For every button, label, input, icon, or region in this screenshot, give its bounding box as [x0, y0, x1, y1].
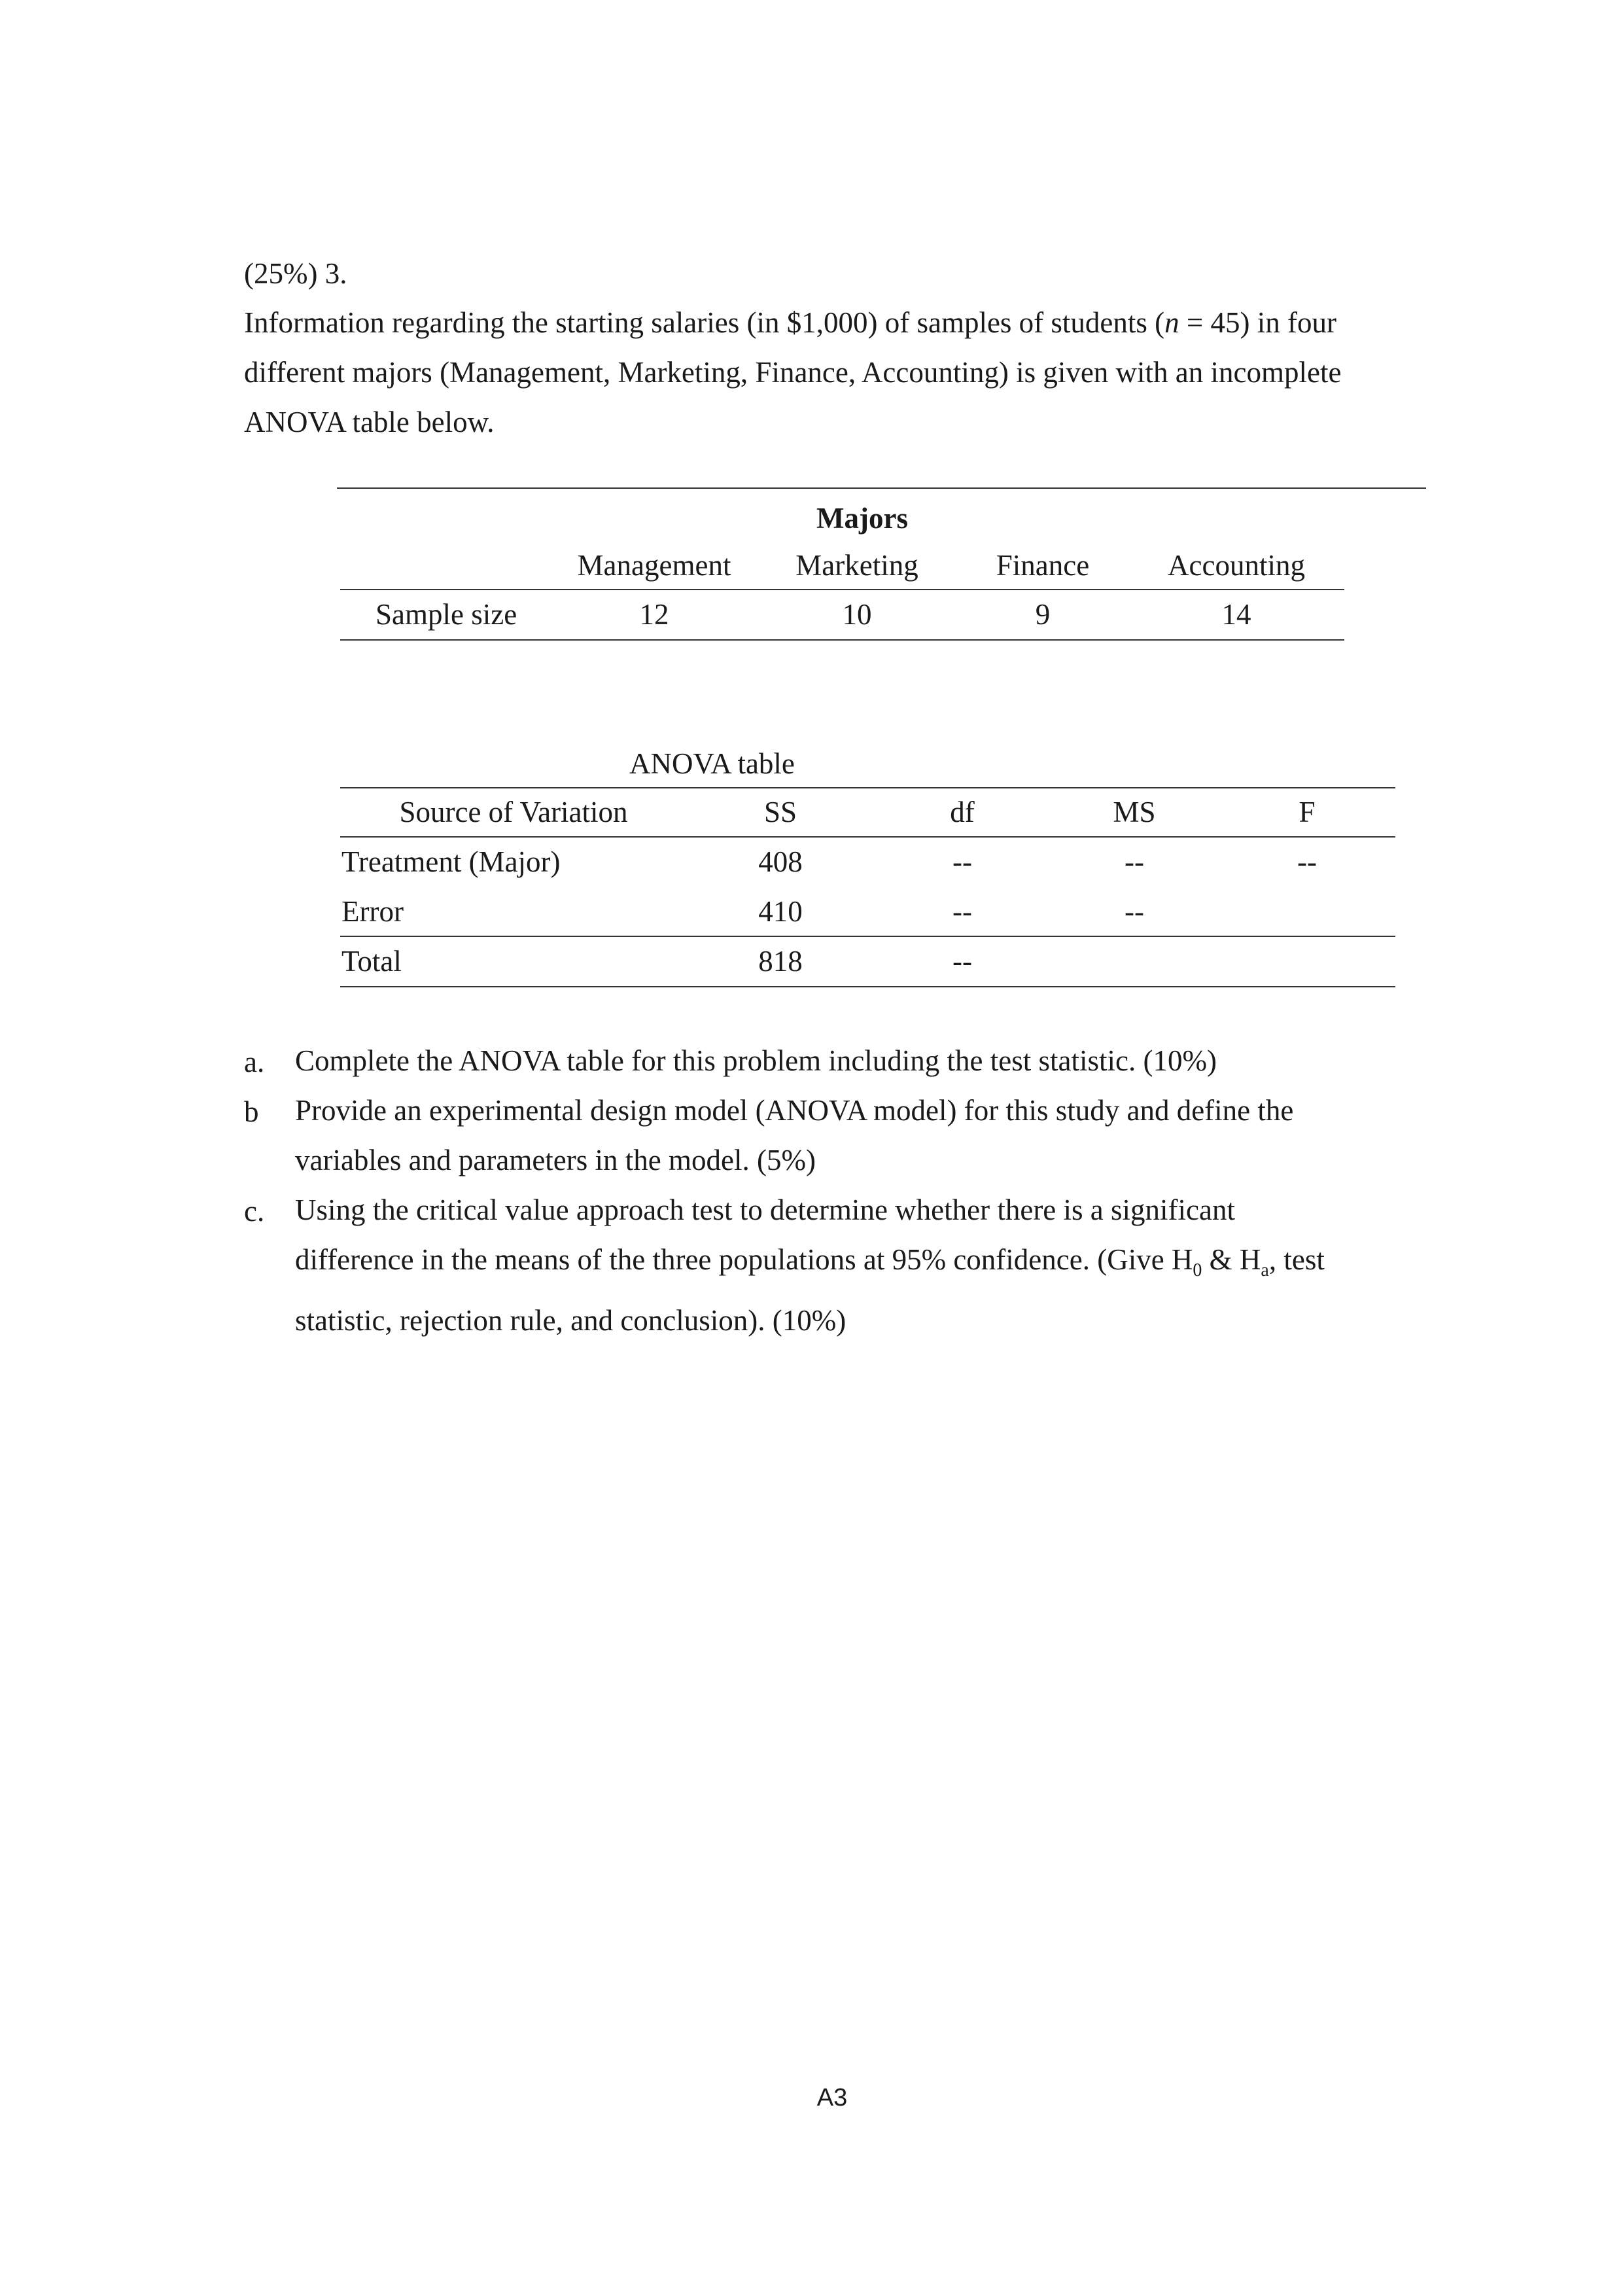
majors-bottom-rule: [340, 639, 1344, 641]
sample-size-finance: 9: [1035, 598, 1051, 631]
header-ms: MS: [1113, 796, 1156, 828]
sample-size-accounting: 14: [1221, 598, 1251, 631]
anova-top-rule: [340, 787, 1395, 788]
part-a-text: Complete the ANOVA table for this problem including the test statistic. (10%): [295, 1044, 1217, 1077]
intro-line-1: [244, 298, 1336, 347]
row-total-df: --: [952, 945, 972, 978]
row-error-source: Error: [341, 895, 404, 928]
row-treatment-f: --: [1297, 845, 1317, 878]
row-treatment-source: Treatment (Major): [341, 845, 561, 878]
row-error-ss: 410: [758, 895, 803, 928]
anova-bottom-rule: [340, 986, 1395, 987]
question-number: (25%) 3.: [244, 257, 347, 290]
col-management: Management: [577, 549, 731, 582]
n-symbol: n: [1164, 306, 1179, 339]
intro-line-2: different majors (Management, Marketing, Finance, Accounting) is given with an incomplete: [244, 356, 1342, 389]
page-label: A3: [816, 2084, 848, 2111]
intro-text-a: Information regarding the starting salaries (in $1,000) of samples of students (: [244, 306, 1165, 339]
header-source: Source of Variation: [399, 796, 628, 828]
row-error-ms: --: [1125, 895, 1144, 928]
part-a-letter: a.: [244, 1046, 265, 1078]
intro-text-b: = 45) in four: [1179, 306, 1336, 339]
row-total-source: Total: [341, 945, 402, 978]
row-total-ss: 818: [758, 945, 803, 978]
row-treatment-ss: 408: [758, 845, 803, 878]
part-c-letter: c.: [244, 1195, 265, 1227]
header-df: df: [950, 796, 975, 828]
h0-subscript: 0: [1193, 1260, 1202, 1280]
row-treatment-ms: --: [1125, 845, 1144, 878]
anova-total-rule: [340, 936, 1395, 937]
row-treatment-df: --: [952, 845, 972, 878]
part-c-text: [295, 1185, 1355, 1345]
sample-size-marketing: 10: [842, 598, 872, 631]
majors-group-header: Majors: [816, 502, 908, 535]
anova-title: ANOVA table: [629, 747, 795, 780]
sample-size-management: 12: [639, 598, 669, 631]
ha-subscript: a: [1261, 1260, 1269, 1280]
part-c-text-b: & H: [1202, 1243, 1261, 1276]
col-marketing: Marketing: [795, 549, 918, 582]
intro-line-3: ANOVA table below.: [244, 406, 495, 438]
part-b-text: Provide an experimental design model (ANOVA model) for this study and define the variables and parameters in the model. (5%): [295, 1094, 1294, 1176]
majors-mid-rule: [340, 589, 1344, 590]
part-c-text-c: , test statistic, rejection rule, and conclusion). (10%): [295, 1243, 1325, 1337]
col-finance: Finance: [996, 549, 1090, 582]
sample-size-label: Sample size: [375, 598, 517, 631]
anova-header-rule: [340, 836, 1395, 838]
part-c-text-a: Using the critical value approach test to determine whether there is a significant difference in the means of the three populations at 95% confidence. (Give H: [295, 1193, 1235, 1276]
part-b-letter: b: [244, 1095, 259, 1128]
header-ss: SS: [763, 796, 797, 828]
row-error-df: --: [952, 895, 972, 928]
col-accounting: Accounting: [1168, 549, 1305, 582]
header-f: F: [1299, 796, 1316, 828]
majors-top-rule: [337, 487, 1426, 489]
